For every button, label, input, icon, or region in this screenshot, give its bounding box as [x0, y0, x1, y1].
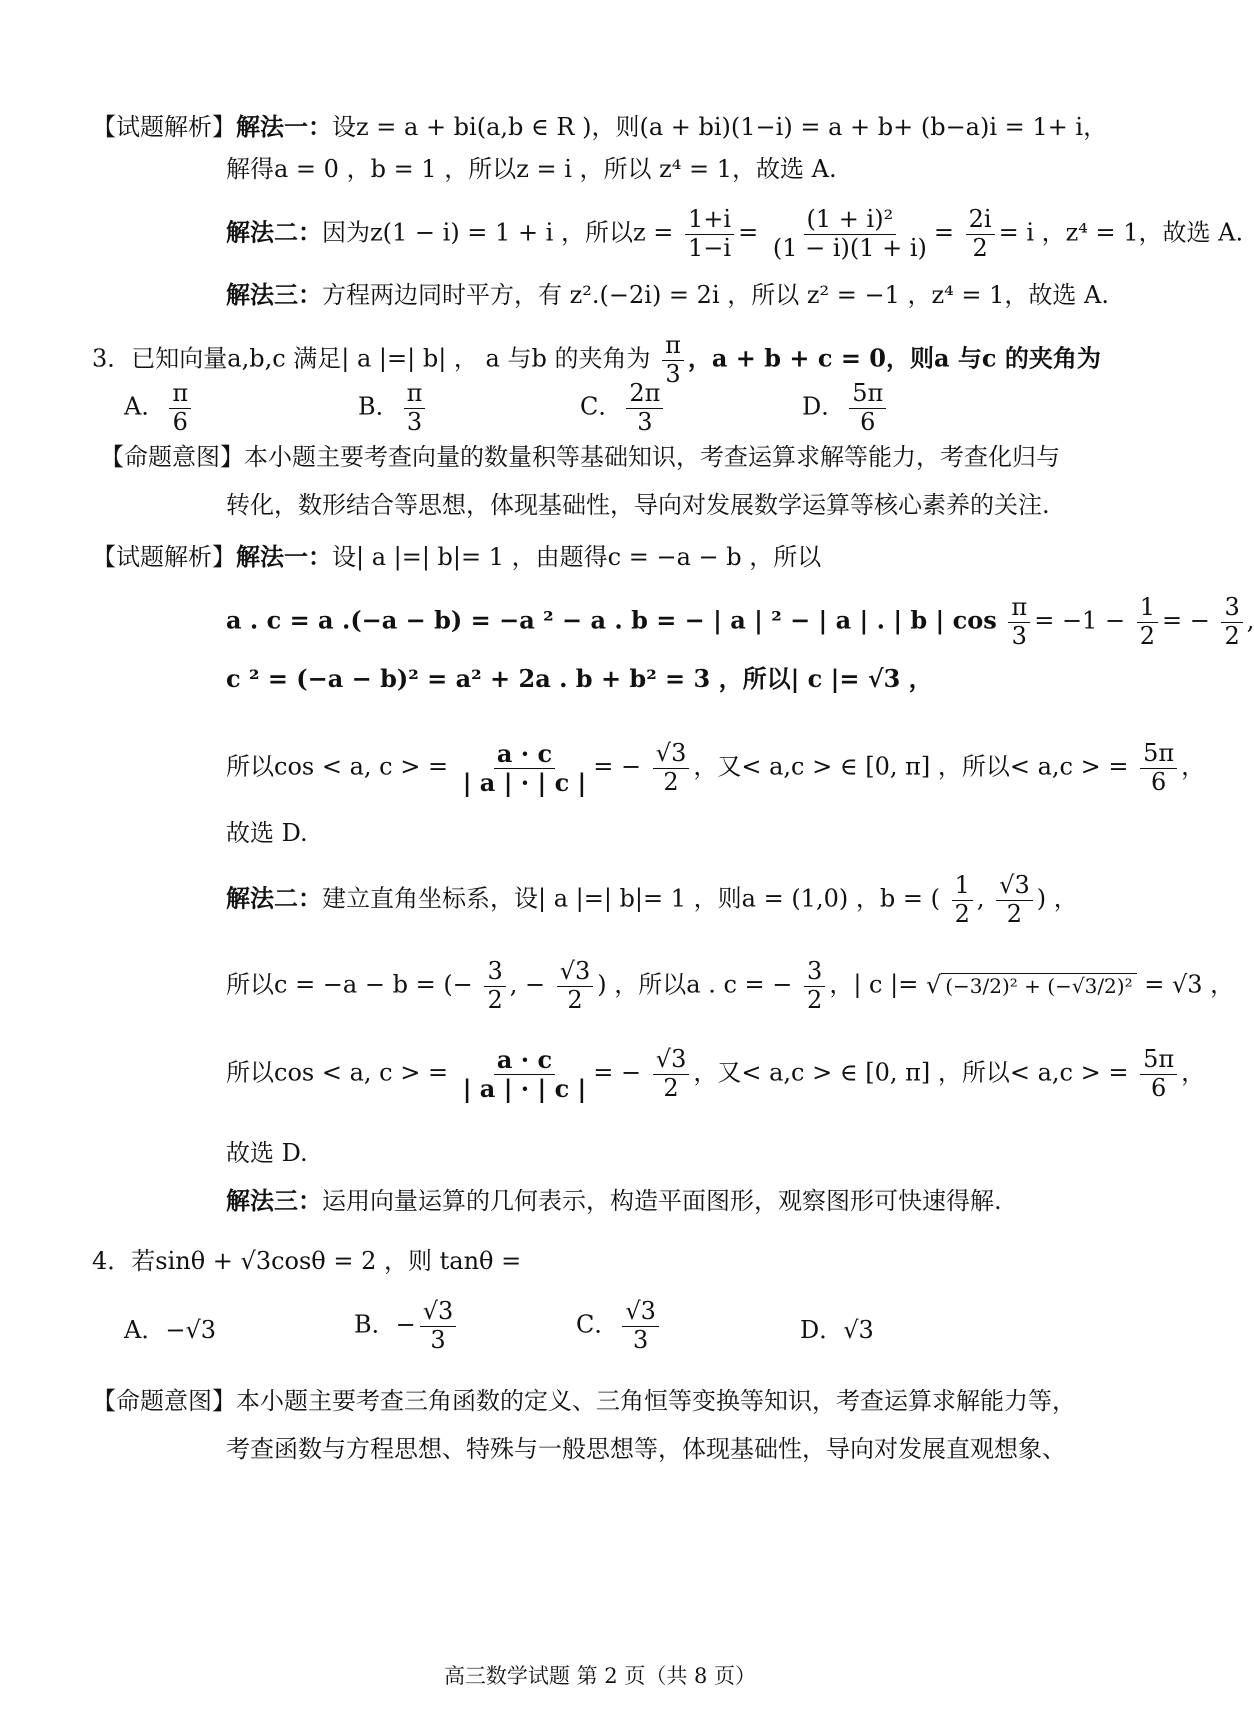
- q3-m1-line2: [226, 594, 1254, 650]
- fraction: [952, 872, 973, 928]
- equation-text: ，: [1181, 752, 1206, 781]
- method-label: 解法二：: [226, 883, 322, 913]
- denominator: 3: [1011, 621, 1027, 650]
- equation-text: 建立直角坐标系，设| a |=| b|= 1 ，则a = (1,0) ，b = (: [322, 884, 940, 913]
- numerator: π: [1008, 594, 1030, 623]
- numerator: a · c: [494, 1046, 555, 1075]
- q3-m1-line3: [226, 664, 933, 694]
- denominator: 6: [1151, 1073, 1167, 1102]
- fraction: [1140, 1046, 1177, 1102]
- equation-text: ,: [976, 884, 985, 913]
- fraction: [966, 206, 995, 262]
- option-letter: B．: [354, 1310, 396, 1339]
- denominator: 3: [633, 1325, 649, 1354]
- equation-text: 运用向量运算的几何表示，构造平面图形，观察图形可快速得解.: [322, 1187, 1002, 1215]
- method-label: 解法二：: [226, 217, 322, 247]
- q3-m2-cos-line: [226, 1046, 1205, 1102]
- sqrt-radicand: (−3/2)² + (−√3/2)²: [941, 973, 1136, 998]
- fraction: [849, 380, 886, 436]
- denominator: 2: [1006, 899, 1023, 928]
- denominator: 2: [972, 233, 988, 262]
- q3-m2-line2: [226, 958, 1234, 1014]
- numerator: 3: [484, 958, 505, 987]
- fraction: [1221, 594, 1242, 650]
- equation-text: ，又< a,c > ∈ [0, π] ，所以< a,c > =: [693, 1058, 1129, 1087]
- method-label: 解法一：: [236, 112, 332, 141]
- denominator: 3: [406, 407, 423, 436]
- stem-text: ，a + b + c = 0，则a 与c 的夹角为: [687, 343, 1101, 373]
- numerator: 5π: [1140, 740, 1177, 769]
- equation-text: ) ，所以a . c = −: [597, 970, 793, 999]
- option-letter: C．: [580, 392, 623, 421]
- equation-text: ，又< a,c > ∈ [0, π] ，所以< a,c > =: [693, 752, 1129, 781]
- equation-text: = √3 ，: [1144, 970, 1235, 999]
- numerator: 2π: [626, 380, 663, 409]
- numerator: 5π: [1140, 1046, 1177, 1075]
- fraction: [1008, 594, 1030, 650]
- q4-stem: 4．若sinθ + √3cosθ = 2 ，则 tanθ =: [92, 1247, 522, 1275]
- stem-text: 3．已知向量a,b,c 满足| a |=| b| ， a 与b 的夹角为: [92, 344, 651, 373]
- q3-option-c: [580, 380, 667, 436]
- numerator: (1 + i)²: [804, 206, 897, 235]
- q3-option-d: [802, 380, 890, 436]
- fraction: [1140, 740, 1177, 796]
- q3-intent-line2: 转化，数形结合等思想，体现基础性，导向对发展数学运算等核心素养的关注.: [226, 491, 1050, 519]
- equation-text: = −: [1161, 606, 1210, 635]
- equation-text: = −1 −: [1034, 606, 1126, 635]
- denominator: 2: [1224, 621, 1240, 650]
- fraction: [1137, 594, 1158, 650]
- q3-intent-line1: [100, 442, 1060, 472]
- equation-text: ,: [1246, 606, 1254, 635]
- option-letter: A．: [124, 1316, 166, 1344]
- q3-option-a: [124, 380, 195, 436]
- q4-option-c: [576, 1298, 663, 1354]
- numerator: 1+i: [685, 206, 734, 235]
- numerator: 5π: [849, 380, 886, 409]
- numerator: a · c: [494, 740, 555, 769]
- denominator: 3: [637, 407, 653, 436]
- q2-m1-line2: 解得a = 0 ，b = 1 ，所以z = i ，所以 z⁴ = 1，故选 A.: [226, 155, 837, 183]
- equation-text: = −: [593, 752, 642, 781]
- denominator: | a | · | c |: [462, 767, 587, 797]
- method-label: 解法一：: [236, 542, 332, 571]
- numerator: 3: [1221, 594, 1242, 623]
- numerator: √3: [996, 872, 1033, 901]
- q4-option-a: [124, 1310, 216, 1345]
- numerator: √3: [653, 1046, 690, 1075]
- denominator: 3: [430, 1325, 446, 1354]
- analysis-tag: 【试题解析】: [92, 113, 236, 141]
- denominator: 2: [487, 985, 503, 1014]
- denominator: 2: [663, 767, 679, 796]
- numerator: π: [169, 380, 191, 409]
- equation-text: 方程两边同时平方，有 z².(−2i) = 2i ，所以 z² = −1 ，z⁴ = 1，故选 A.: [322, 281, 1110, 309]
- denominator: 6: [1151, 767, 1167, 796]
- denominator: 1−i: [688, 233, 732, 262]
- option-value: −√3: [165, 1316, 217, 1344]
- denominator: 2: [663, 1073, 679, 1102]
- q4-intent-line2: 考查函数与方程思想、特殊与一般思想等，体现基础性，导向对发展直观想象、: [226, 1435, 1066, 1463]
- sqrt-expression: √ (−3/2)² + (−√3/2)²: [926, 971, 1137, 999]
- equation-text: 因为z(1 − i) = 1 + i ，所以z =: [322, 218, 674, 247]
- fraction: [169, 380, 191, 436]
- fraction: [685, 206, 734, 262]
- q2-m3-line: [226, 280, 1109, 310]
- fraction: [804, 958, 825, 1014]
- numerator: 2i: [966, 206, 995, 235]
- q3-m3-line: [226, 1186, 1002, 1216]
- numerator: 1: [952, 872, 973, 901]
- q4-intent-line1: [92, 1386, 1076, 1416]
- denominator: 2: [567, 985, 583, 1014]
- fraction: [484, 958, 505, 1014]
- option-letter: B．: [358, 392, 400, 421]
- q3-option-b: [358, 380, 429, 436]
- method-label: 解法三：: [226, 1186, 322, 1215]
- q3-m2-choose: 故选 D.: [226, 1139, 308, 1167]
- equation-text: ，| c |=: [829, 970, 919, 999]
- equation-text: = −: [593, 1058, 642, 1087]
- q2-m2-line: 解法二：因为z(1 − i) = 1 + i ，所以z = $\frac{1+i}{1-i}$ = $\frac{\text{(1 + i)²}}{(1 - i)(1 + i)}$ = $\frac{2i}{2}$ = i ，z⁴ = 1，故选 A.: [226, 205, 1244, 262]
- equation-text: a . c = a .(−a − b) = −a ² − a . b = − | a | ² − | a | . | b | cos: [226, 605, 997, 635]
- denominator: (1 − i)(1 + i): [772, 233, 927, 262]
- intent-text: 本小题主要考查向量的数量积等基础知识，考查运算求解等能力，考查化归与: [244, 443, 1060, 471]
- fraction: [996, 872, 1033, 928]
- q4-option-b: [354, 1298, 460, 1354]
- equation-text: = i ，z⁴ = 1，故选 A.: [998, 218, 1244, 247]
- intent-text: 本小题主要考查三角函数的定义、三角恒等变换等知识，考查运算求解能力等，: [236, 1387, 1076, 1415]
- fraction: [557, 958, 594, 1014]
- q3-m1-line1: [92, 542, 821, 572]
- fraction: [770, 206, 930, 262]
- q4-option-d: [800, 1310, 874, 1345]
- q2-m1-line1: [92, 112, 1107, 142]
- intent-tag: 【命题意图】: [92, 1387, 236, 1415]
- option-letter: C．: [576, 1310, 619, 1339]
- option-sign: −: [395, 1310, 416, 1339]
- fraction: [404, 380, 426, 436]
- equation-text: 所以c = −a − b = (−: [226, 970, 473, 999]
- fraction: [653, 1046, 690, 1102]
- equation-text: ，: [1181, 1058, 1206, 1087]
- fraction: [460, 740, 590, 796]
- q3-m1-choose: 故选 D.: [226, 819, 308, 847]
- fraction: [460, 1046, 590, 1102]
- numerator: √3: [653, 740, 690, 769]
- page-footer: 高三数学试题 第 2 页（共 8 页）: [443, 1664, 757, 1688]
- denominator: 2: [1139, 621, 1155, 650]
- equation-text: 所以cos < a, c > =: [226, 752, 449, 781]
- denominator: 2: [807, 985, 823, 1014]
- equation-text: , −: [509, 970, 546, 999]
- option-letter: D．: [802, 392, 846, 421]
- numerator: √3: [420, 1298, 457, 1327]
- numerator: √3: [622, 1298, 659, 1327]
- denominator: 6: [860, 407, 876, 436]
- numerator: π: [404, 380, 426, 409]
- q3-m1-cos-line: [226, 740, 1205, 796]
- option-value: √3: [843, 1316, 874, 1344]
- numerator: √3: [557, 958, 594, 987]
- method-label: 解法三：: [226, 280, 322, 309]
- fraction: [653, 740, 690, 796]
- option-letter: A．: [124, 392, 166, 421]
- denominator: 6: [172, 407, 188, 436]
- fraction: [626, 380, 663, 436]
- intent-tag: 【命题意图】: [100, 443, 244, 471]
- equation-text: 设z = a + bi(a,b ∈ R )，则(a + bi)(1−i) = a + b+ (b−a)i = 1+ i，: [332, 113, 1108, 141]
- numerator: π: [662, 332, 684, 361]
- equation-text: c ² = (−a − b)² = a² + 2a . b + b² = 3 ，所以| c |= √3 ，: [226, 664, 933, 693]
- fraction: [420, 1298, 457, 1354]
- analysis-tag: 【试题解析】: [92, 543, 236, 571]
- fraction: [622, 1298, 659, 1354]
- denominator: 2: [954, 899, 970, 928]
- denominator: 3: [665, 359, 681, 388]
- option-letter: D．: [800, 1316, 844, 1344]
- denominator: | a | · | c |: [462, 1073, 587, 1103]
- numerator: 1: [1137, 594, 1158, 623]
- equation-text: 所以cos < a, c > =: [226, 1058, 449, 1087]
- equation-text: ) ，: [1036, 884, 1078, 913]
- numerator: 3: [804, 958, 825, 987]
- equation-text: 设| a |=| b|= 1 ，由题得c = −a − b ，所以: [332, 543, 822, 571]
- q3-m2-line1: [226, 872, 1078, 928]
